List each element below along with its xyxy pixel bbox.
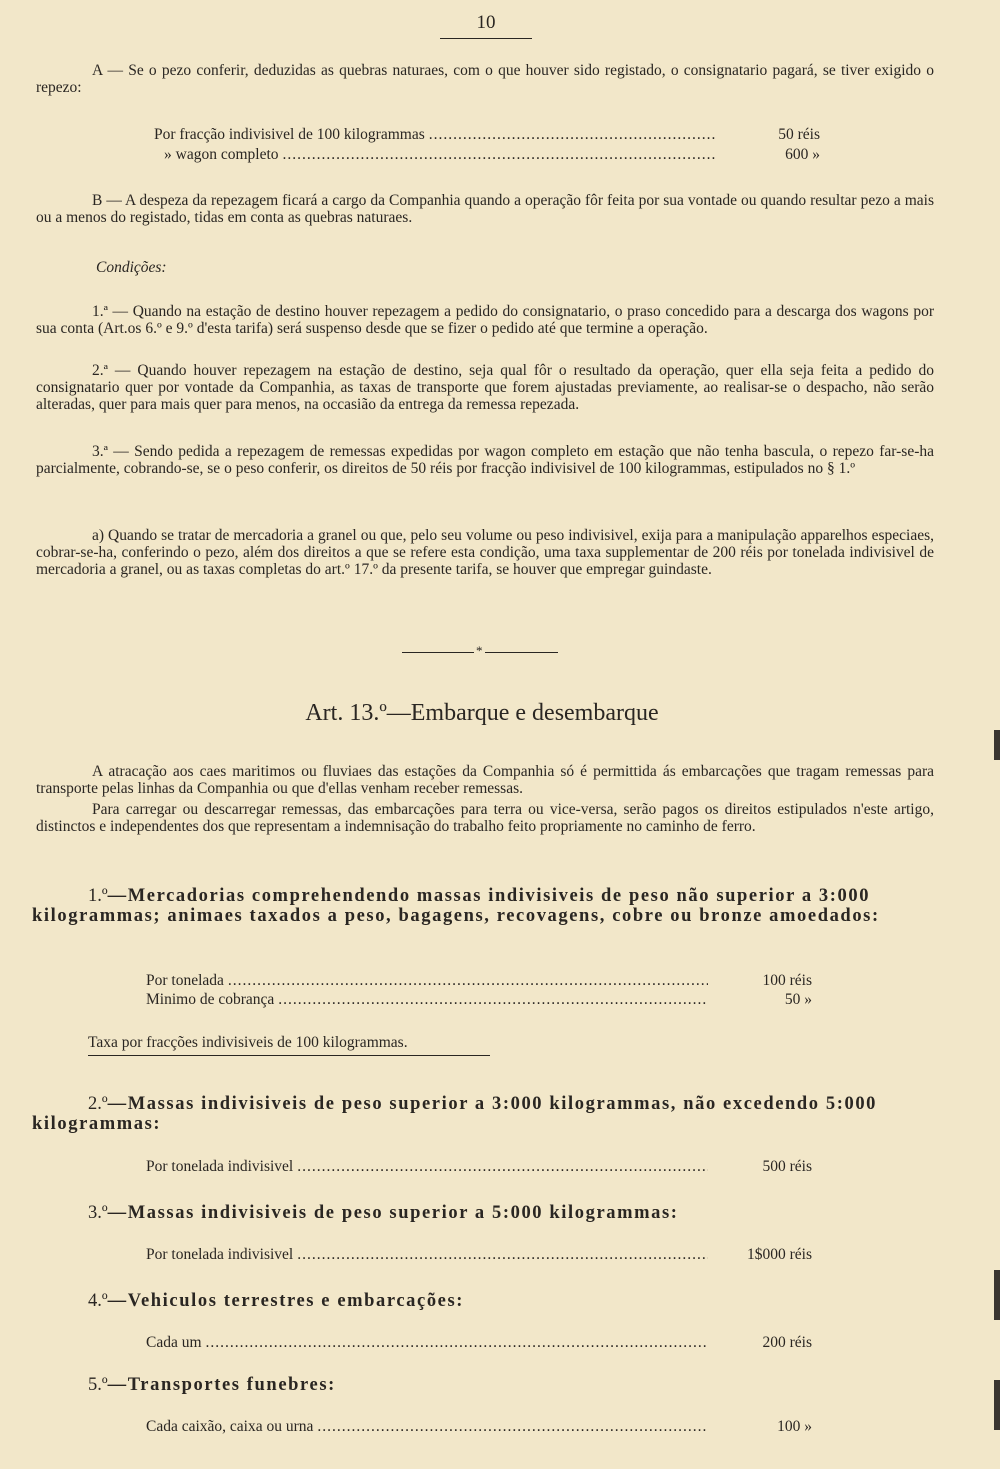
article-title: Art. 13.º—Embarque e desembarque <box>305 700 659 726</box>
rate-label: Por tonelada <box>146 972 224 989</box>
leader-dots <box>278 991 708 1009</box>
condition-2: 2.ª — Quando houver repezagem na estação de destino, seja qual fôr o resultado da operação, quer ella seja feita a pedido do consignatario quer por vontade da Companhia, as taxas de transporte que forem ajustadas previamente, ao realisar-se o despacho, não serão alteradas, quer para mais quer para menos, na occasião da entrega da remessa repezada. <box>36 362 934 413</box>
leader-dots <box>283 146 716 164</box>
rate-value: 1$000 réis <box>746 1246 812 1263</box>
rate-line <box>146 1158 812 1176</box>
rate-line <box>146 1246 812 1264</box>
section-number: 5.º <box>88 1375 108 1395</box>
condition-a: a) Quando se tratar de mercadoria a granel ou que, pelo seu volume ou peso indivisivel, exija para a manipulação apparelhos especiaes, cobrar-se-ha, conferindo o pezo, além dos direitos a que se refere esta condição, uma taxa supplementar de 200 réis por tonelada indivisivel de mercadoria a granel, ou as taxas completas do art.º 17.º da presente tarifa, se houver que empregar guindaste. <box>36 527 934 578</box>
section-number: 4.º <box>88 1291 108 1311</box>
section-number: 2.º <box>88 1094 108 1114</box>
separator-star: * <box>476 643 483 658</box>
article-paragraph-2: Para carregar ou descarregar remessas, das embarcações para terra ou vice-versa, serão pagos os direitos estipulados n'este artigo, distinctos e independentes dos que representam a indemnisação do trabalho feito propriamente no caminho de ferro. <box>36 801 934 835</box>
section-2-heading <box>32 1094 932 1134</box>
rate-value: 100 » <box>777 1418 812 1435</box>
condition-3: 3.ª — Sendo pedida a repezagem de remessas expedidas por wagon completo em estação que não tenha bascula, o repezo far-se-ha parcialmente, cobrando-se, se o peso conferir, os direitos de 50 réis por fracção indivisivel de 100 kilogrammas, estipulados no § 1.º <box>36 443 934 477</box>
rate-label: » wagon completo <box>164 146 279 163</box>
section-4-heading <box>88 1291 988 1311</box>
section-number: 3.º <box>88 1203 108 1223</box>
rate-label: Por fracção indivisivel de 100 kilogrammas <box>154 126 425 143</box>
rate-line <box>146 972 812 990</box>
section-5-heading <box>88 1375 988 1395</box>
rate-line <box>154 146 820 164</box>
rate-label: Cada um <box>146 1334 202 1351</box>
leader-dots <box>206 1334 708 1352</box>
section-3-heading <box>88 1203 988 1223</box>
section-number: 1.º <box>88 886 108 906</box>
leader-dots <box>228 972 708 990</box>
rate-line <box>146 1334 812 1352</box>
section-title: —Mercadorias comprehendendo massas indivisiveis de peso não superior a 3:000 kilogrammas; animaes taxados a peso, bagagens, recovagens, cobre ou bronze amoedados: <box>32 886 880 926</box>
page-edge-mark <box>994 1270 1000 1320</box>
conditions-heading: Condições: <box>96 259 167 276</box>
rate-value: 50 » <box>784 991 812 1008</box>
leader-dots <box>317 1418 708 1436</box>
rate-value: 500 réis <box>762 1158 812 1175</box>
rate-label: Cada caixão, caixa ou urna <box>146 1418 314 1435</box>
rate-value: 100 réis <box>762 972 812 989</box>
leader-dots <box>429 126 716 144</box>
page-number: 10 <box>440 12 532 39</box>
section-1-heading <box>32 886 932 926</box>
leader-dots <box>297 1158 708 1176</box>
section-title: —Massas indivisiveis de peso superior a 5:000 kilogrammas: <box>107 1203 679 1223</box>
page-edge-mark <box>994 730 1000 760</box>
rate-label: Por tonelada indivisivel <box>146 1246 294 1263</box>
section-title: —Massas indivisiveis de peso superior a 3:000 kilogrammas, não excedendo 5:000 kilogrammas: <box>32 1094 878 1134</box>
section-1-note: Taxa por fracções indivisiveis de 100 kilogrammas. <box>88 1034 490 1056</box>
page-edge-mark <box>994 1380 1000 1430</box>
paragraph-a: A — Se o pezo conferir, deduzidas as quebras naturaes, com o que houver sido registado, o consignatario pagará, se tiver exigido o repezo: <box>36 62 934 96</box>
condition-1: 1.ª — Quando na estação de destino houver repezagem a pedido do consignatario, o praso concedido para a descarga dos wagons por sua conta (Art.os 6.º e 9.º d'esta tarifa) será suspenso desde que se fizer o pedido até que termine a operação. <box>36 303 934 337</box>
rate-line <box>154 126 820 144</box>
paragraph-b: B — A despeza da repezagem ficará a cargo da Companhia quando a operação fôr feita por sua vontade ou quando resultar pezo a mais ou a menos do registado, tidas em conta as quebras naturaes. <box>36 192 934 226</box>
section-separator <box>402 643 558 658</box>
section-title: —Transportes funebres: <box>107 1375 336 1395</box>
rate-value: 200 réis <box>762 1334 812 1351</box>
rate-value: 600 » <box>785 146 820 163</box>
section-title: —Vehiculos terrestres e embarcações: <box>107 1291 465 1311</box>
leader-dots <box>297 1246 708 1264</box>
rate-line <box>146 991 812 1009</box>
rate-value: 50 réis <box>778 126 820 143</box>
article-paragraph-1: A atracação aos caes maritimos ou fluviaes das estações da Companhia só é permittida ás embarcações que tragam remessas para transporte pelas linhas da Companhia ou que d'ellas venham receber remessas. <box>36 763 934 797</box>
rate-label: Minimo de cobrança <box>146 991 275 1008</box>
rate-line <box>146 1418 812 1436</box>
rate-label: Por tonelada indivisivel <box>146 1158 294 1175</box>
